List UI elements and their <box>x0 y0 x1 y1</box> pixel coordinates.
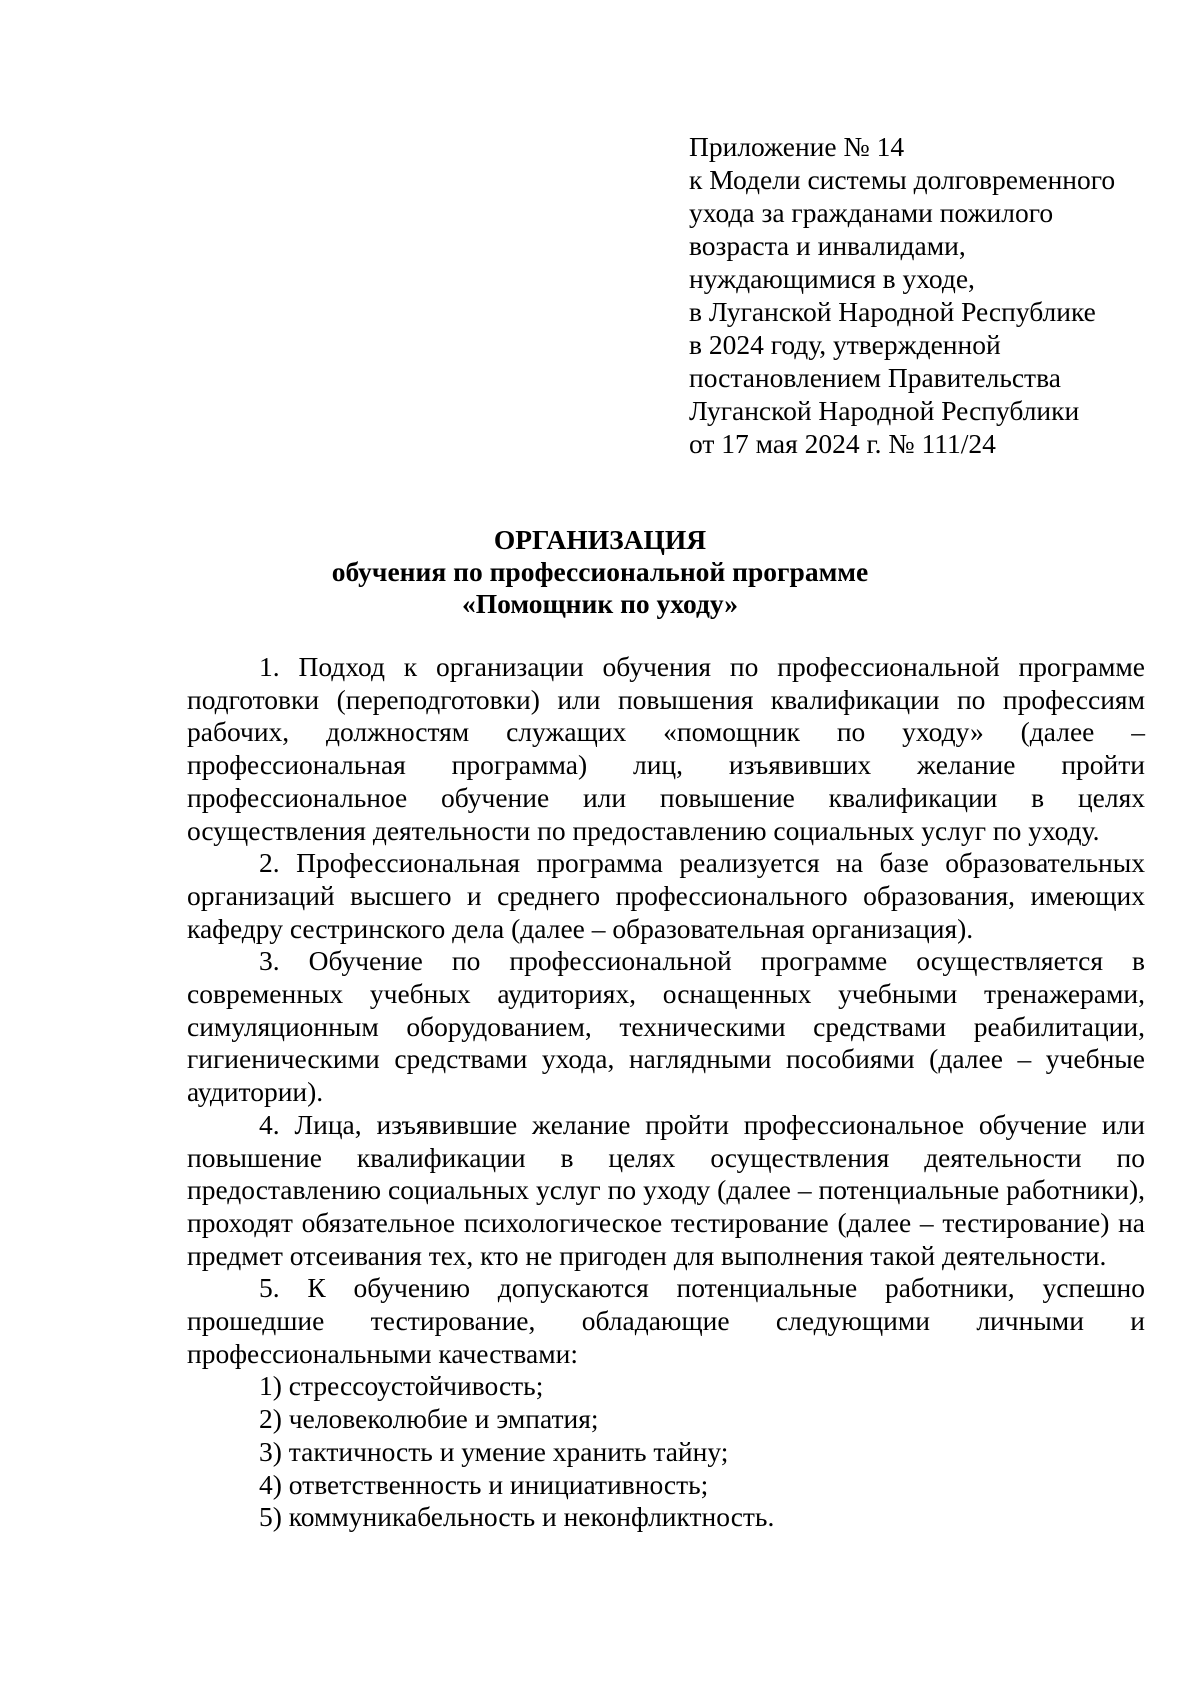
title-line-3: «Помощник по уходу» <box>461 588 739 619</box>
title-line-2: обучения по профессиональной программе <box>331 556 869 587</box>
quality-item: 2) человеколюбие и эмпатия; <box>259 1403 599 1435</box>
paragraph-4: 4. Лица, изъявившие желание пройти профессиональное обучение или повышение квалификации в целях осуществления деятельности по предоставлению социальных услуг по уходу (далее – потенциальные работники), проходят обязательное психологическое тестирование (далее – тестирование) на предмет отсеивания тех, кто не пригоден для выполнения такой деятельности. <box>187 1108 1145 1271</box>
appendix-line: в Луганской Народной Республике <box>689 296 1096 327</box>
appendix-line: возраста и инвалидами, <box>689 230 966 261</box>
quality-item: 4) ответственность и инициативность; <box>259 1468 709 1500</box>
appendix-line: к Модели системы долговременного <box>689 164 1116 195</box>
quality-item: 1) стрессоустойчивость; <box>259 1370 544 1402</box>
document-body <box>187 651 1145 1534</box>
title-main: ОРГАНИЗАЦИЯ <box>493 524 707 555</box>
appendix-line: постановлением Правительства <box>689 362 1061 393</box>
appendix-line: нуждающимися в уходе, <box>689 263 975 294</box>
appendix-line: Приложение № 14 <box>689 131 905 162</box>
paragraph-5: 5. К обучению допускаются потенциальные работники, успешно прошедшие тестирование, обладающие следующими личными и профессиональными качествами: <box>187 1272 1145 1369</box>
appendix-header <box>689 130 1169 460</box>
appendix-line: Луганской Народной Республики <box>689 395 1080 426</box>
document-title <box>0 524 1200 620</box>
paragraph-1: 1. Подход к организации обучения по профессиональной программе подготовки (переподготовки) или повышения квалификации по профессиям рабочих, должностям служащих «помощник по уходу» (далее – профессиональная программа) лиц, изъявивших желание пройти профессиональное обучение или повышение квалификации в целях осуществления деятельности по предоставлению социальных услуг по уходу. <box>187 651 1145 846</box>
quality-item: 3) тактичность и умение хранить тайну; <box>259 1435 729 1467</box>
quality-item: 5) коммуникабельность и неконфликтность. <box>259 1501 775 1533</box>
paragraph-2: 2. Профессиональная программа реализуется на базе образовательных организаций высшего и среднего профессионального образования, имеющих кафедру сестринского дела (далее – образовательная организация). <box>187 847 1145 944</box>
appendix-line: от 17 мая 2024 г. № 111/24 <box>689 428 996 459</box>
appendix-line: ухода за гражданами пожилого <box>689 197 1054 228</box>
appendix-line: в 2024 году, утвержденной <box>689 329 1001 360</box>
paragraph-3: 3. Обучение по профессиональной программе осуществляется в современных учебных аудиториях, оснащенных учебными тренажерами, симуляционным оборудованием, техническими средствами реабилитации, гигиеническими средствами ухода, наглядными пособиями (далее – учебные аудитории). <box>187 945 1145 1108</box>
